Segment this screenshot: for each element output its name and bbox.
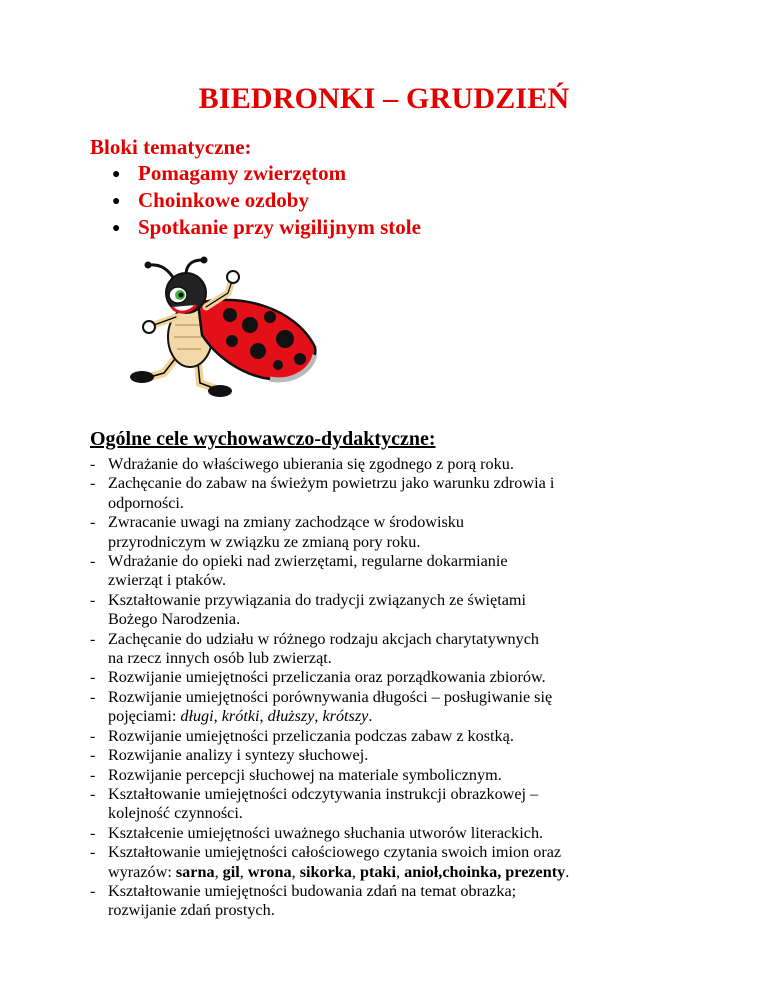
- thematic-blocks-heading: Bloki tematyczne:: [90, 135, 252, 159]
- list-item: - Zwracanie uwagi na zmiany zachodzące w środowisku przyrodniczym w związku ze zmianą pory roku.: [90, 513, 464, 551]
- goals-heading: Ogólne cele wychowawczo-dydaktyczne:: [90, 428, 436, 450]
- bullet-icon: ●: [112, 194, 121, 209]
- list-item: - Kształtowanie umiejętności budowania zdań na temat obrazka; rozwijanie zdań prostych.: [90, 881, 517, 920]
- list-item: - Rozwijanie umiejętności porównywania długości – posługiwanie się pojęciami: długi, krótki, dłuższy, krótszy.: [90, 687, 553, 726]
- list-item: - Wdrażanie do właściwego ubierania się zgodnego z porą roku.: [90, 455, 514, 473]
- page-title: BIEDRONKI – GRUDZIEŃ: [198, 82, 570, 115]
- list-item: - Kształtowanie umiejętności odczytywania instrukcji obrazkowej – kolejność czynności.: [90, 784, 539, 823]
- list-item: - Rozwijanie percepcji słuchowej na materiale symbolicznym.: [90, 765, 502, 784]
- ladybug-icon: [120, 255, 325, 400]
- list-item: ● Spotkanie przy wigilijnym stole: [112, 214, 421, 241]
- list-item: - Rozwijanie umiejętności przeliczania oraz porządkowania zbiorów.: [90, 668, 546, 687]
- list-item: ● Pomagamy zwierzętom: [112, 160, 421, 187]
- thematic-blocks-list: [112, 160, 421, 241]
- list-item: - Rozwijanie umiejętności przeliczania podczas zabaw z kostką.: [90, 726, 514, 745]
- list-item: - Zachęcanie do zabaw na świeżym powietrzu jako warunku zdrowia i odporności.: [90, 474, 555, 512]
- goals-list: [90, 455, 730, 921]
- list-item: - Kształcenie umiejętności uważnego słuchania utworów literackich.: [90, 823, 544, 842]
- list-item: ● Choinkowe ozdoby: [112, 187, 421, 214]
- list-item: - Kształtowanie umiejętności całościowego czytania swoich imion oraz wyrazów: sarna, gil, wrona, sikorka, ptaki, anioł,choinka, prezenty.: [90, 843, 570, 881]
- bullet-icon: ●: [112, 221, 121, 236]
- bullet-icon: ●: [112, 167, 121, 182]
- list-item: - Kształtowanie przywiązania do tradycji związanych ze świętami Bożego Narodzenia.: [90, 590, 526, 629]
- list-item: - Rozwijanie analizy i syntezy słuchowej.: [90, 746, 369, 765]
- list-item: - Zachęcanie do udziału w różnego rodzaju akcjach charytatywnych na rzecz innych osób lub zwierząt.: [90, 629, 540, 668]
- list-item: - Wdrażanie do opieki nad zwierzętami, regularne dokarmianie zwierząt i ptaków.: [90, 552, 508, 590]
